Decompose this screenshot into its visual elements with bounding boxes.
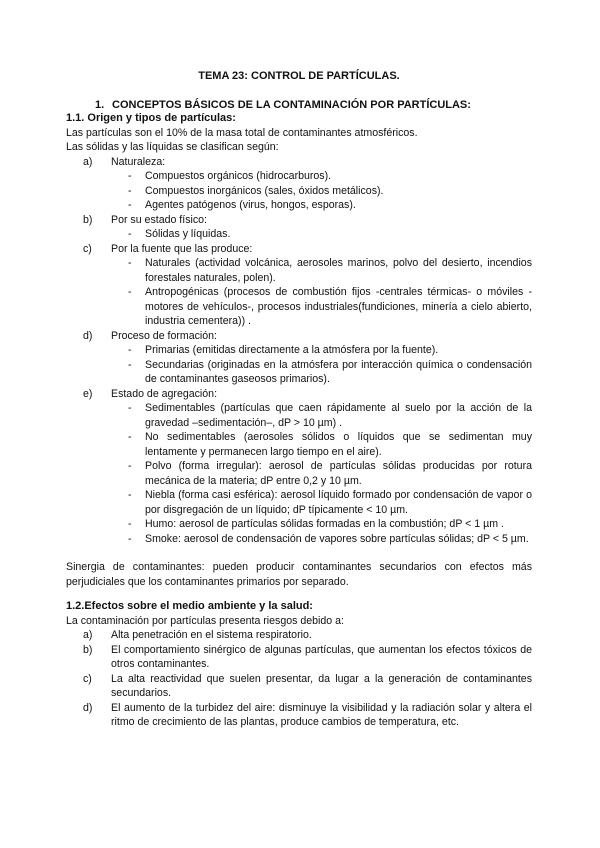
- list-item: [111, 343, 532, 358]
- intro-paragraph-1: Las partículas son el 10% de la masa total de contaminantes atmosféricos.: [66, 126, 418, 139]
- effect-label: c): [83, 672, 92, 685]
- dash-bullet: -: [128, 532, 132, 545]
- list-item: [111, 517, 532, 532]
- category-body: [111, 242, 532, 329]
- category-label: c): [83, 242, 92, 255]
- effect-label: a): [83, 629, 93, 641]
- dash-bullet: -: [128, 358, 132, 371]
- effect-item: [66, 672, 532, 701]
- list-item: [111, 227, 532, 242]
- document-title: TEMA 23: CONTROL DE PARTÍCULAS.: [198, 70, 400, 82]
- category-item: [66, 213, 532, 242]
- list-item: [111, 169, 532, 184]
- effect-label: d): [83, 701, 93, 714]
- category-item: [66, 387, 532, 547]
- category-title: Por su estado físico:: [111, 213, 207, 226]
- dash-bullet: -: [128, 489, 132, 501]
- category-title: Por la fuente que las produce:: [111, 242, 253, 255]
- category-title: Naturaleza:: [111, 155, 166, 168]
- list-item-text: Agentes patógenos (virus, hongos, esporas).: [145, 199, 356, 211]
- dash-bullet: -: [128, 460, 132, 472]
- category-body: [111, 213, 532, 242]
- category-subitems: [111, 256, 532, 329]
- category-label: b): [83, 213, 93, 226]
- list-item-text: Humo: aerosol de partículas sólidas formadas en la combustión; dP < 1 µm .: [145, 518, 504, 530]
- category-subitems: [111, 227, 532, 242]
- list-item: [111, 430, 532, 459]
- category-body: [111, 329, 532, 387]
- category-title: Estado de agregación:: [111, 387, 218, 400]
- list-item-text: Compuestos orgánicos (hidrocarburos).: [145, 170, 332, 182]
- category-item: [66, 155, 532, 213]
- subsection-1-1-heading: 1.1. Origen y tipos de partículas:: [66, 112, 236, 124]
- category-label: e): [83, 387, 93, 400]
- effect-text: La alta reactividad que suelen presentar, da lugar a la generación de contaminantes secundarios.: [111, 672, 532, 699]
- category-label: a): [83, 155, 93, 168]
- list-item-text: Secundarias (originadas en la atmósfera por interacción química o condensación de contaminantes gaseosos primarios).: [145, 358, 532, 385]
- list-item: [111, 256, 532, 285]
- effect-text: El aumento de la turbidez del aire: disminuye la visibilidad y la radiación solar y altera el ritmo de crecimiento de las plantas, produce cambios de temperatura, etc.: [111, 701, 532, 728]
- list-item: [111, 198, 532, 213]
- category-item: [66, 329, 532, 387]
- effect-item: [66, 701, 532, 730]
- list-item: [111, 459, 532, 488]
- subsection-1-2-heading: 1.2.Efectos sobre el medio ambiente y la salud:: [66, 600, 313, 612]
- list-item-text: Naturales (actividad volcánica, aerosoles marinos, polvo del desierto, incendios forestales naturales, polen).: [145, 257, 532, 284]
- list-item-text: Polvo (forma irregular): aerosol de partículas sólidas producidas por rotura mecánica de la materia; dP entre 0,2 y 10 µm.: [145, 460, 532, 487]
- dash-bullet: -: [128, 402, 132, 414]
- classification-list: [66, 155, 532, 547]
- dash-bullet: -: [128, 228, 132, 240]
- dash-bullet: -: [128, 257, 132, 269]
- dash-bullet: -: [128, 286, 132, 298]
- list-item: [111, 401, 532, 430]
- section-1-title: CONCEPTOS BÁSICOS DE LA CONTAMINACIÓN POR PARTÍCULAS:: [112, 99, 471, 111]
- dash-bullet: -: [128, 184, 132, 197]
- effect-item: [66, 643, 532, 672]
- dash-bullet: -: [128, 199, 132, 211]
- category-title: Proceso de formación:: [111, 329, 217, 342]
- list-item: [111, 488, 532, 517]
- list-item-text: Niebla (forma casi esférica): aerosol líquido formado por condensación de vapor o por disgregación de un líquido; dP típicamente < 10 µm.: [145, 489, 532, 516]
- effect-label: b): [83, 643, 93, 656]
- list-item-text: Primarias (emitidas directamente a la atmósfera por la fuente).: [145, 344, 439, 356]
- section-1-heading: [95, 99, 532, 111]
- list-item: [111, 358, 532, 387]
- list-item: [111, 184, 532, 199]
- effect-item: [66, 628, 532, 643]
- effects-list: [66, 628, 532, 730]
- dash-bullet: -: [128, 518, 132, 530]
- dash-bullet: -: [128, 431, 132, 443]
- list-item: [111, 532, 532, 547]
- category-subitems: [111, 169, 532, 213]
- list-item: [111, 285, 532, 329]
- effects-intro: La contaminación por partículas presenta riesgos debido a:: [66, 614, 344, 627]
- dash-bullet: -: [128, 344, 132, 356]
- section-1-number: 1.: [95, 99, 105, 111]
- list-item-text: No sedimentables (aerosoles sólidos o líquidos que se sedimentan muy lentamente y permanecen largo tiempo en el aire).: [145, 431, 532, 458]
- dash-bullet: -: [128, 170, 132, 182]
- effect-text: Alta penetración en el sistema respiratorio.: [111, 629, 312, 641]
- list-item-text: Antropogénicas (procesos de combustión fijos -centrales térmicas- o móviles -motores de vehículos-, procesos industriales(fundiciones, minería a cielo abierto, industria cementera)) .: [145, 286, 532, 327]
- category-subitems: [111, 401, 532, 546]
- category-item: [66, 242, 532, 329]
- category-body: [111, 387, 532, 547]
- intro-paragraph-2: Las sólidas y las líquidas se clasifican según:: [66, 141, 279, 153]
- list-item-text: Smoke: aerosol de condensación de vapores sobre partículas sólidas; dP < 5 µm.: [145, 532, 529, 545]
- list-item-text: Sedimentables (partículas que caen rápidamente al suelo por la acción de la gravedad –sedimentación–, dP > 10 µm) .: [145, 402, 532, 429]
- synergy-paragraph: Sinergia de contaminantes: pueden producir contaminantes secundarios con efectos más perjudiciales que los contaminantes primarios por separado.: [66, 561, 532, 588]
- list-item-text: Sólidas y líquidas.: [145, 228, 231, 240]
- effect-text: El comportamiento sinérgico de algunas partículas, que aumentan los efectos tóxicos de otros contaminantes.: [111, 643, 532, 670]
- list-item-text: Compuestos inorgánicos (sales, óxidos metálicos).: [145, 184, 384, 197]
- category-body: [111, 155, 532, 213]
- category-label: d): [83, 329, 93, 342]
- category-subitems: [111, 343, 532, 387]
